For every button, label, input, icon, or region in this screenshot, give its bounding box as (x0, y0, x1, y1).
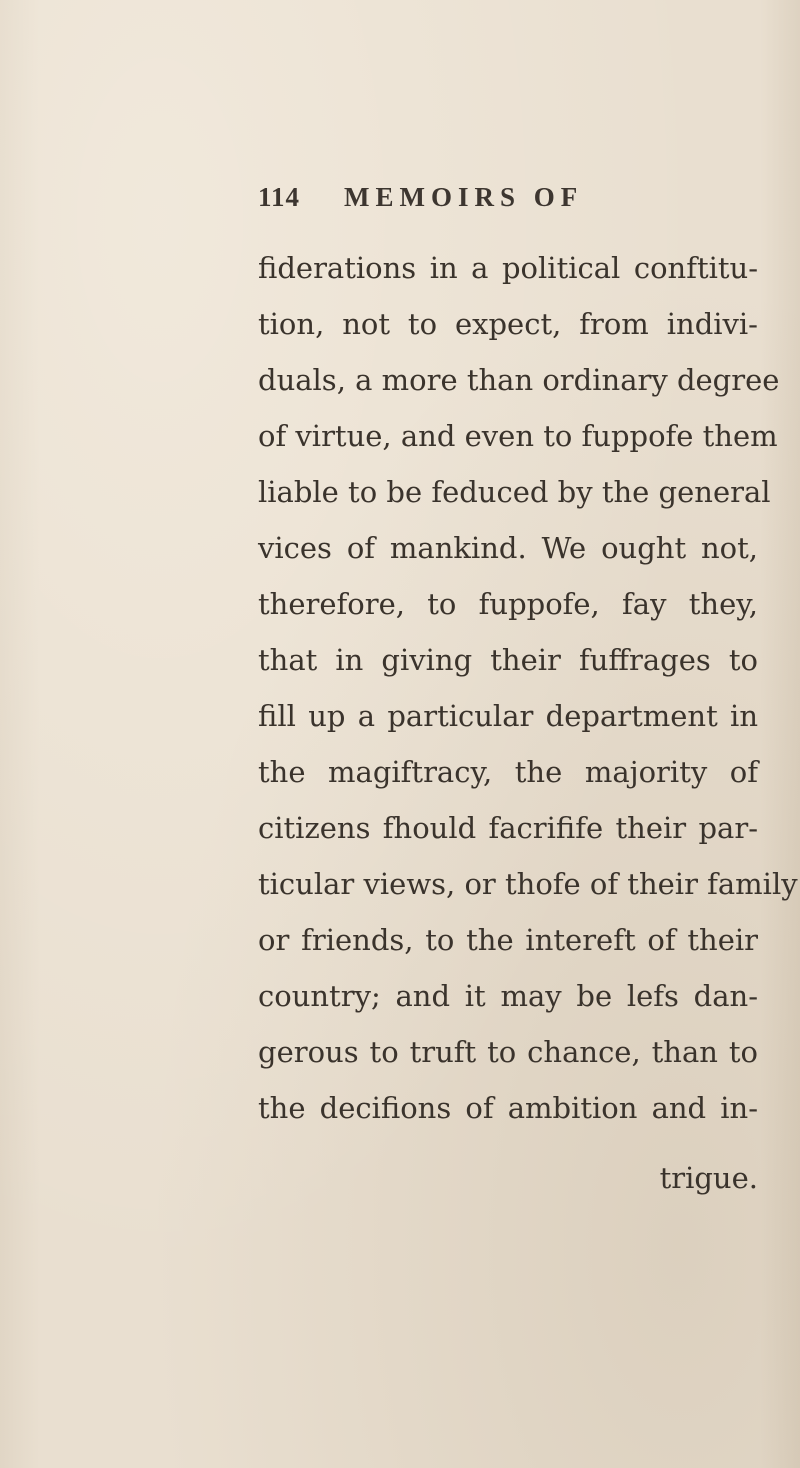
running-head (258, 178, 758, 218)
text-line: that in giving their fuffrages to (258, 643, 758, 677)
text-line: country; and it may be lefs dan- (258, 979, 758, 1013)
text-line: the magiftracy, the majority of (258, 755, 758, 789)
text-line: or friends, to the intereft of their (258, 923, 758, 957)
text-line: tion, not to expect, from indivi- (258, 307, 758, 341)
page-number: 114 (258, 182, 301, 212)
text-line: citizens fhould facrifife their par- (258, 811, 758, 845)
text-line: gerous to truft to chance, than to (258, 1035, 758, 1069)
text-line: ticular views, or thofe of their family (258, 867, 798, 901)
text-line: liable to be feduced by the general (258, 475, 771, 509)
running-title: MEMOIRS OF (344, 182, 584, 212)
text-line: fill up a particular department in (258, 699, 758, 733)
text-line: duals, a more than ordinary degree (258, 363, 780, 397)
text-line: therefore, to fuppofe, fay they, (258, 587, 758, 621)
body-text (258, 240, 798, 1206)
text-line: the decifions of ambition and in- (258, 1091, 758, 1125)
text-line: of virtue, and even to fuppofe them (258, 419, 778, 453)
text-line: fiderations in a political conftitu- (258, 251, 758, 285)
catchword: trigue. (659, 1161, 758, 1195)
text-line: vices of mankind. We ought not, (258, 531, 758, 565)
